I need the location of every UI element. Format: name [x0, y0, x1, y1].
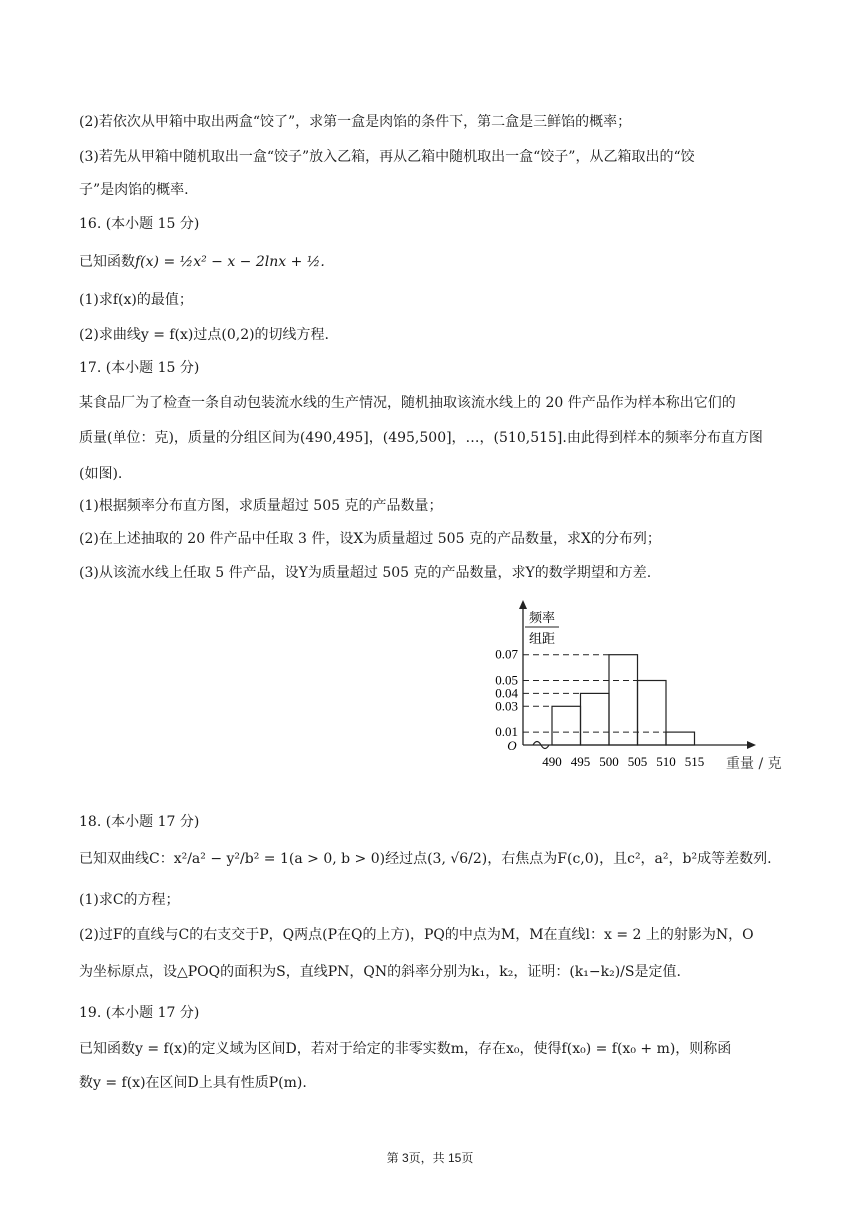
q17-part1: (1)根据频率分布直方图，求质量超过 505 克的产品数量； — [79, 498, 443, 514]
x-tick-label: 505 — [627, 754, 648, 769]
y-tick-label: 0.03 — [495, 698, 518, 714]
q19-stem-line1: 已知函数y = f(x)的定义域为区间D，若对于给定的非零实数m，存在x₀，使得f(x₀) = f(x₀ + m)，则称函 — [79, 1041, 732, 1057]
q17-stem-line1: 某食品厂为了检查一条自动包装流水线的生产情况，随机抽取该流水线上的 20 件产品作为样本称出它们的 — [79, 395, 736, 411]
q18-part2-line2: 为坐标原点，设△POQ的面积为S，直线PN，QN的斜率分别为k₁，k₂，证明：(k₁−k₂)/S是定值. — [79, 964, 681, 980]
y-axis-label-numerator: 频率 — [528, 611, 556, 626]
q17-header: 17. (本小题 15 分) — [79, 360, 200, 376]
q17-stem-line2: 质量(单位：克)，质量的分组区间为(490,495]，(495,500]，…，(510,515].由此得到样本的频率分布直方图 — [79, 430, 763, 446]
x-tick-label: 495 — [570, 754, 591, 769]
q18-stem: 已知双曲线C：x²/a² − y²/b² = 1(a > 0, b > 0)经过点(3, √6/2)，右焦点为F(c,0)，且c²，a²，b²成等差数列. — [79, 851, 772, 867]
q16-part1: (1)求f(x)的最值； — [79, 292, 193, 308]
y-tick-label: 0.04 — [495, 685, 518, 701]
origin-label: O — [507, 738, 517, 753]
q16-stem — [79, 252, 325, 272]
x-tick-label: 500 — [599, 754, 619, 769]
q15-part3-line2: 子”是肉馅的概率. — [79, 182, 189, 198]
q19-stem-line2: 数y = f(x)在区间D上具有性质P(m). — [79, 1075, 307, 1091]
q16-part2: (2)求曲线y = f(x)过点(0,2)的切线方程. — [79, 327, 330, 343]
histogram-bar — [552, 706, 581, 745]
frequency-histogram — [476, 592, 796, 782]
y-axis-label-denominator: 组距 — [528, 632, 556, 647]
q17-part2: (2)在上述抽取的 20 件产品中任取 3 件，设X为质量超过 505 克的产品数量，求X的分布列； — [79, 531, 661, 547]
q17-stem-line3: (如图). — [79, 466, 123, 482]
q18-part2-line1: (2)过F的直线与C的右支交于P，Q两点(P在Q的上方)，PQ的中点为M，M在直线l：x = 2 上的射影为N，O — [79, 927, 754, 943]
q18-header: 18. (本小题 17 分) — [79, 814, 200, 830]
q16-stem-formula: f(x) = ½x² − x − 2lnx + ½. — [135, 254, 325, 270]
y-axis-arrow — [519, 600, 527, 609]
q19-header: 19. (本小题 17 分) — [79, 1005, 200, 1021]
x-tick-label: 510 — [656, 754, 676, 769]
x-tick-label: 490 — [542, 754, 562, 769]
q18-part1: (1)求C的方程； — [79, 892, 180, 908]
q15-part2: (2)若依次从甲箱中取出两盒“饺了”，求第一盒是肉馅的条件下，第二盒是三鲜馅的概率； — [79, 114, 632, 130]
y-tick-label: 0.01 — [495, 724, 518, 740]
histogram-bar — [638, 681, 667, 746]
y-tick-label: 0.05 — [495, 672, 518, 688]
histogram-bar — [666, 732, 695, 745]
histogram-bar — [609, 655, 638, 745]
y-tick-label: 0.07 — [495, 646, 518, 662]
x-axis-arrow — [747, 741, 756, 749]
q17-part3: (3)从该流水线上任取 5 件产品，设Y为质量超过 505 克的产品数量，求Y的数学期望和方差. — [79, 565, 652, 581]
q16-stem-prefix: 已知函数 — [79, 254, 135, 270]
q16-header: 16. (本小题 15 分) — [79, 216, 200, 232]
x-axis-label: 重量 / 克 — [726, 756, 782, 772]
histogram-bar — [581, 693, 610, 745]
page-footer: 第 3页，共 15页 — [386, 1151, 474, 1165]
q15-part3-line1: (3)若先从甲箱中随机取出一盒“饺子”放入乙箱，再从乙箱中随机取出一盒“饺子”，从乙箱取出的“饺 — [79, 149, 695, 165]
x-tick-label: 515 — [684, 754, 705, 769]
